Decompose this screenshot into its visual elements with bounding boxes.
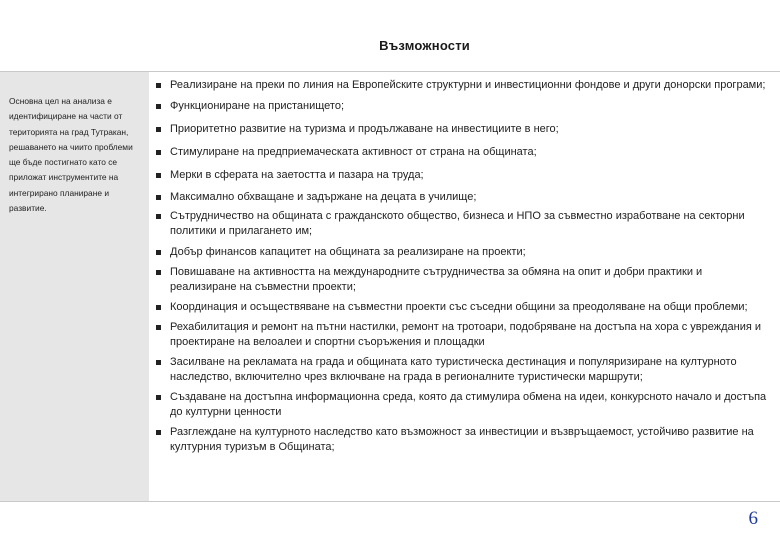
bullet-text: Повишаване на активността на международните сътрудничества за обмяна на опит и добри практики и реализиране на съвместни проекти; <box>170 266 703 293</box>
square-bullet-icon <box>156 325 161 330</box>
bullet-list-container <box>156 78 768 455</box>
bullet-text: Засилване на рекламата на града и общината като туристическа дестинация и популяризиране на културното наследство, включително чрез включване на града в регионалните туристически маршрути; <box>170 356 737 383</box>
square-bullet-icon <box>156 104 161 109</box>
square-bullet-icon <box>156 150 161 155</box>
square-bullet-icon <box>156 250 161 255</box>
square-bullet-icon <box>156 173 161 178</box>
square-bullet-icon <box>156 83 161 88</box>
bullet-item <box>156 355 768 385</box>
bullet-item <box>156 122 768 137</box>
bullet-item <box>156 78 768 93</box>
square-bullet-icon <box>156 270 161 275</box>
bullet-item <box>156 300 768 315</box>
bottom-divider <box>0 501 780 502</box>
square-bullet-icon <box>156 305 161 310</box>
bullet-text: Координация и осъществяване на съвместни проекти със съседни общини за преодоляване на общи проблеми; <box>170 301 748 313</box>
bullet-text: Приоритетно развитие на туризма и продължаване на инвестициите в него; <box>170 123 559 135</box>
bullet-list <box>156 78 768 455</box>
bullet-text: Стимулиране на предприемаческата активност от страна на общината; <box>170 146 537 158</box>
bullet-text: Създаване на достъпна информационна среда, която да стимулира обмена на идеи, конкурсното начало и достъпа до културни ценности <box>170 391 767 418</box>
bullet-text: Функциониране на пристанището; <box>170 100 345 112</box>
bullet-text: Мерки в сферата на заетостта и пазара на труда; <box>170 169 424 181</box>
bullet-text: Максимално обхващане и задържане на децата в училище; <box>170 191 477 203</box>
bullet-text: Реализиране на преки по линия на Европейските структурни и инвестиционни фондове и други донорски програми; <box>170 79 766 91</box>
bullet-item <box>156 145 768 160</box>
bullet-item <box>156 425 768 455</box>
slide-title: Възможности <box>379 38 470 53</box>
square-bullet-icon <box>156 195 161 200</box>
square-bullet-icon <box>156 214 161 219</box>
bullet-text: Рехабилитация и ремонт на пътни настилки, ремонт на тротоари, подобряване на достъпа на хора с увреждания и проектиране на велоалеи и спортни съоръжения и площадки <box>170 321 762 348</box>
bullet-item <box>156 320 768 350</box>
bullet-item <box>156 390 768 420</box>
sidebar-description: Основна цел на анализа е идентифициране на части от територията на град Тутракан, решаването на чиито проблеми ще бъде постигнато като се приложат инструментите на интегрирано планиране и развитие. <box>9 96 133 214</box>
square-bullet-icon <box>156 430 161 435</box>
bullet-text: Сътрудничество на общината с гражданското общество, бизнеса и НПО за съвместно изработване на секторни политики и прилагането им; <box>170 210 745 237</box>
square-bullet-icon <box>156 127 161 132</box>
bullet-item <box>156 245 768 260</box>
bullet-item <box>156 190 768 205</box>
bullet-item <box>156 265 768 295</box>
square-bullet-icon <box>156 360 161 365</box>
bullet-item <box>156 99 768 114</box>
bullet-item <box>156 168 768 183</box>
bullet-text: Добър финансов капацитет на общината за реализиране на проекти; <box>170 246 526 258</box>
square-bullet-icon <box>156 395 161 400</box>
page-number: 6 <box>748 508 758 529</box>
bullet-item <box>156 209 768 239</box>
bullet-text: Разглеждане на културното наследство като възможност за инвестиции и възвръщаемост, устойчиво развитие на културния туризъм в Общината; <box>170 426 754 453</box>
